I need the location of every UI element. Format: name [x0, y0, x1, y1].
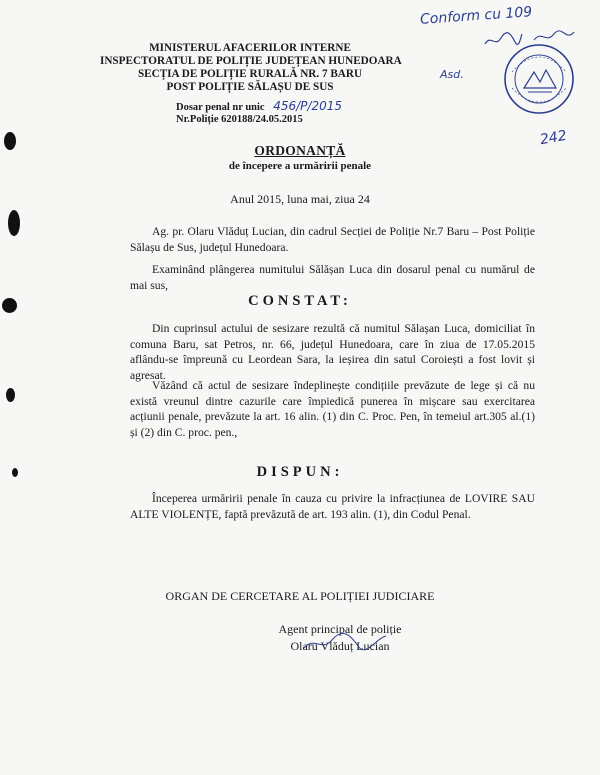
intro-paragraph: Ag. pr. Olaru Vlăduț Lucian, din cadrul Secției de Poliție Nr.7 Baru – Post Poliție Sălașu de Sus, județul Hunedoara.	[130, 225, 535, 254]
dosar-number: 456/P/2015	[273, 99, 342, 113]
handwritten-note-top: Conform cu 109	[419, 4, 533, 28]
document-date: Anul 2015, luna mai, ziua 24	[230, 192, 370, 206]
dosar-label: Dosar penal nr unic	[176, 102, 265, 113]
handwritten-note-side: Asd.	[440, 68, 464, 81]
stamp-signature-scribble	[532, 28, 576, 48]
dispun-paragraph: Începerea urmăririi penale în cauza cu privire la infracțiunea de LOVIRE SAU ALTE VIOLENȚE, faptă prevăzută de art. 193 alin. (1), din Codul Penal.	[130, 492, 535, 521]
header-ministry: MINISTERUL AFACERILOR INTERNE	[149, 42, 351, 54]
document-subtitle: de începere a urmăririi penale	[228, 160, 372, 172]
dispun-heading: DISPUN:	[256, 464, 344, 480]
nr-politie: Nr.Poliție 620188/24.05.2015	[176, 114, 303, 125]
constat-paragraph: Din cuprinsul actului de sesizare rezultă că numitul Sălașan Luca, domiciliat în comuna Baru, sat Petros, nr. 66, județul Hunedoara, care în ziua de 17.05.2015 aflându-se împreună cu Leordean Sara, la ieșirea din satul Coroiești a fost lovit și agresat.	[130, 322, 535, 382]
header-post: POST POLIȚIE SĂLAȘU DE SUS	[166, 81, 334, 93]
organ-title: ORGAN DE CERCETARE AL POLIȚIEI JUDICIARE	[165, 589, 435, 603]
examinand-paragraph: Examinând plângerea numitului Sălășan Luca din dosarul penal cu numărul de mai sus,	[130, 263, 535, 292]
header-inspectorate: INSPECTORATUL DE POLIȚIE JUDEȚEAN HUNEDOARA	[100, 55, 402, 67]
header-section: SECȚIA DE POLIȚIE RURALĂ NR. 7 BARU	[137, 68, 363, 80]
dosar-line	[176, 99, 342, 113]
punch-hole-4	[6, 388, 15, 402]
agent-signature-scribble	[300, 630, 390, 656]
constat-heading: CONSTAT:	[248, 293, 352, 309]
document-title: ORDONANȚĂ	[254, 143, 346, 158]
official-stamp-icon	[502, 42, 576, 116]
punch-hole-2	[8, 210, 20, 236]
agent-name: Olaru Vlăduț Lucian	[290, 639, 390, 653]
agent-title: Agent principal de poliție	[278, 622, 402, 636]
vazand-paragraph: Văzând că actul de sesizare îndeplinește condițiile prevăzute de lege și că nu există vreunul dintre cazurile care împiedică punerea în mișcare sau exercitarea acțiunii penale, prevăzute la art. 16 alin. (1) din C. Proc. Pen, în temeiul art.305 al.(1) și (2) din C. proc. pen.,	[130, 379, 535, 439]
handwritten-note-number: 242	[538, 127, 568, 149]
